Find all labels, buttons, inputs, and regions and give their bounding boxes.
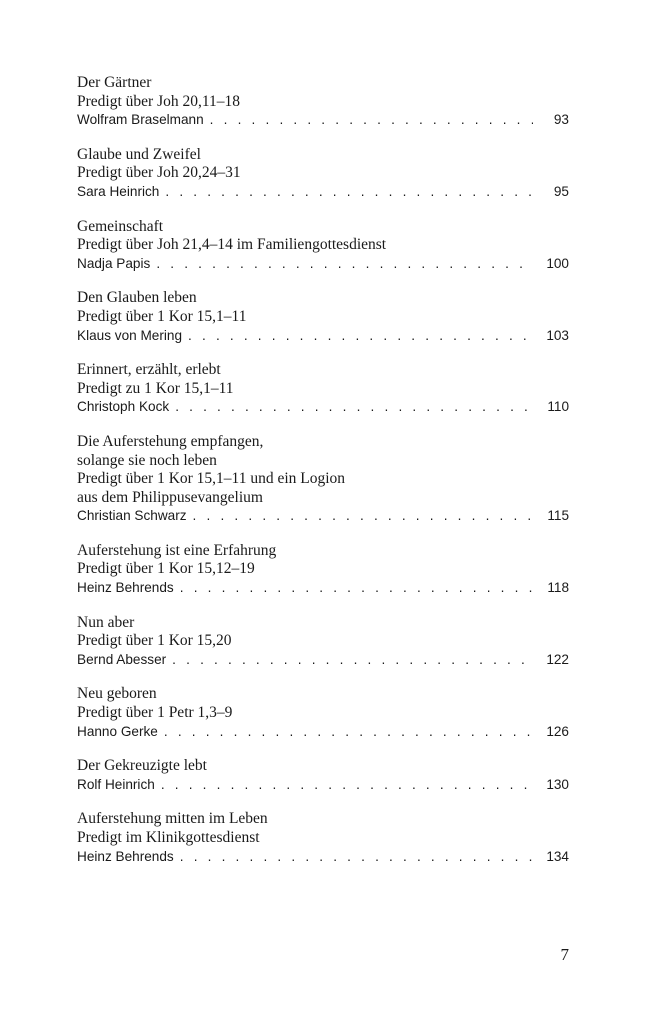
entry-page-number: 95: [553, 183, 569, 199]
entry-page-number: 130: [546, 776, 569, 792]
author-row: [77, 776, 569, 795]
entry-author: Wolfram Braselmann: [77, 112, 204, 128]
toc-entry: [77, 614, 569, 670]
entry-title: Der Gekreuzigte lebt: [77, 757, 207, 775]
toc-entry: [77, 757, 569, 794]
dot-leader: [193, 507, 533, 526]
entry-page-number: 103: [546, 327, 569, 343]
entry-subtitle: Predigt über 1 Kor 15,20: [77, 632, 232, 650]
entry-subtitle: Predigt im Klinikgottesdienst: [77, 829, 260, 846]
author-row: [77, 651, 569, 670]
toc-entry: [77, 218, 569, 274]
entry-title: Der Gärtner: [77, 74, 152, 91]
author-row: [77, 723, 569, 742]
entry-author: Klaus von Mering: [77, 327, 183, 343]
entry-subtitle: Predigt über Joh 21,4–14 im Familiengottesdienst: [77, 236, 387, 254]
dot-leader: [188, 327, 533, 346]
entry-subtitle: Predigt zu 1 Kor 15,1–11: [77, 379, 234, 397]
author-row: [77, 183, 569, 202]
table-of-contents: [77, 74, 569, 882]
author-row: [77, 398, 569, 417]
entry-subtitle: aus dem Philippusevangelium: [77, 488, 263, 506]
entry-subtitle: Predigt über 1 Kor 15,12–19: [77, 560, 255, 578]
dot-leader: [175, 398, 533, 417]
entry-title: Neu geboren: [77, 685, 157, 703]
entry-subtitle: Predigt über Joh 20,11–18: [77, 92, 241, 110]
author-row: [77, 579, 569, 598]
dot-leader: [161, 776, 533, 795]
entry-page-number: 110: [547, 399, 569, 415]
entry-page-number: 115: [547, 508, 569, 524]
entry-author: Christian Schwarz: [77, 508, 187, 524]
toc-entry: [77, 289, 569, 345]
dot-leader: [210, 111, 533, 130]
entry-title: Glaube und Zweifel: [77, 145, 201, 163]
entry-author: Heinz Behrends: [77, 580, 174, 596]
entry-title: Die Auferstehung empfangen,: [77, 432, 264, 450]
entry-subtitle: Predigt über 1 Kor 15,1–11: [77, 307, 247, 325]
entry-author: Christoph Kock: [77, 399, 170, 415]
page-number: 7: [560, 945, 569, 964]
entry-author: Heinz Behrends: [77, 848, 174, 864]
toc-entry: [77, 74, 569, 130]
entry-title: Den Glauben leben: [77, 289, 197, 307]
dot-leader: [164, 723, 533, 742]
entry-subtitle: solange sie noch leben: [77, 451, 217, 469]
author-row: [77, 848, 569, 867]
entry-page-number: 122: [546, 651, 569, 667]
dot-leader: [165, 183, 533, 202]
toc-entry: [77, 685, 569, 741]
entry-page-number: 118: [547, 580, 569, 596]
entry-author: Nadja Papis: [77, 255, 151, 271]
entry-page-number: 100: [546, 255, 569, 271]
dot-leader: [180, 579, 533, 598]
entry-author: Bernd Abesser: [77, 651, 167, 667]
toc-entry: [77, 361, 569, 417]
toc-entry: [77, 810, 569, 866]
entry-title: Auferstehung mitten im Leben: [77, 810, 268, 828]
entry-title: Erinnert, erzählt, erlebt: [77, 361, 221, 379]
entry-author: Hanno Gerke: [77, 723, 158, 739]
entry-author: Rolf Heinrich: [77, 776, 155, 792]
author-row: [77, 327, 569, 346]
entry-title: Gemeinschaft: [77, 217, 164, 235]
dot-leader: [156, 255, 533, 274]
author-row: [77, 507, 569, 526]
entry-page-number: 134: [546, 848, 569, 864]
entry-subtitle: Predigt über 1 Kor 15,1–11 und ein Logion: [77, 470, 346, 488]
dot-leader: [180, 848, 533, 867]
author-row: [77, 255, 569, 274]
author-row: [77, 111, 569, 130]
toc-entry: [77, 433, 569, 526]
entry-title: Auferstehung ist eine Erfahrung: [77, 541, 277, 559]
dot-leader: [172, 651, 533, 670]
entry-subtitle: Predigt über 1 Petr 1,3–9: [77, 704, 233, 722]
toc-entry: [77, 542, 569, 598]
toc-entry: [77, 146, 569, 202]
entry-subtitle: Predigt über Joh 20,24–31: [77, 164, 241, 182]
entry-page-number: 93: [553, 112, 569, 128]
entry-page-number: 126: [546, 723, 569, 739]
entry-author: Sara Heinrich: [77, 183, 160, 199]
entry-title: Nun aber: [77, 613, 135, 631]
